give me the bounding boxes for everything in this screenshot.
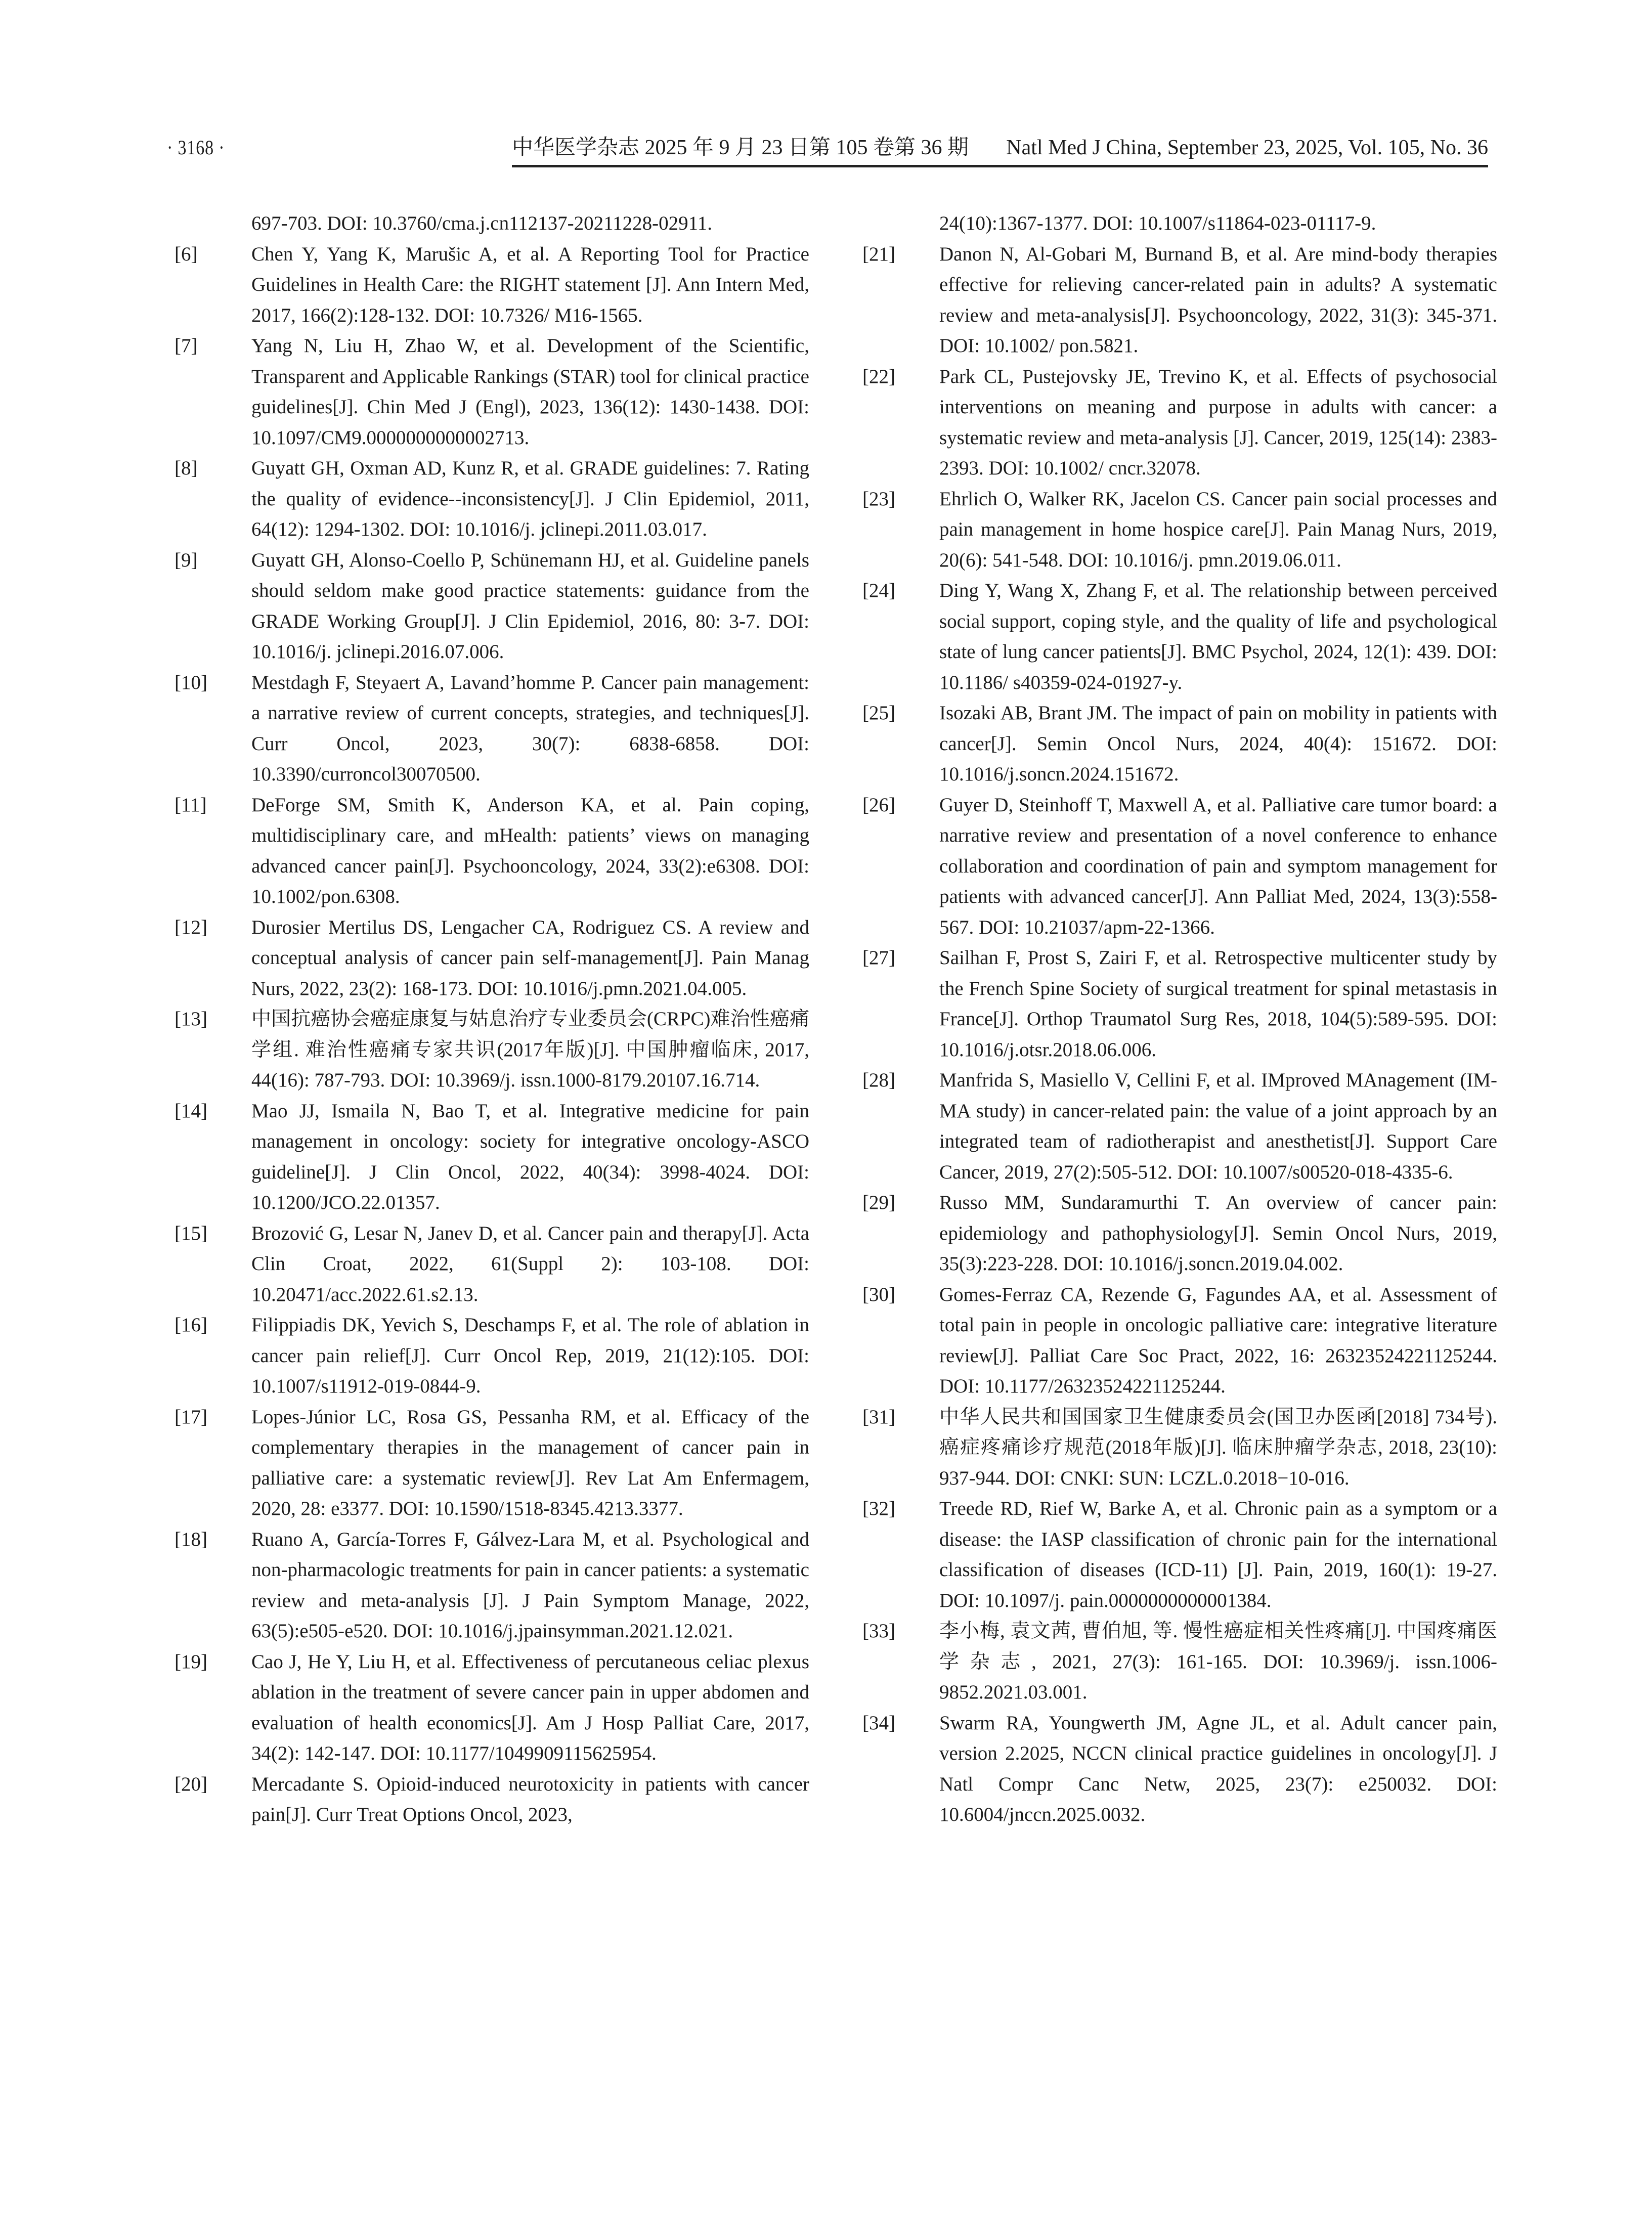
reference-item bbox=[175, 790, 809, 912]
reference-number: [31] bbox=[862, 1406, 895, 1428]
reference-number: [7] bbox=[175, 335, 198, 357]
reference-column-left bbox=[175, 208, 809, 1830]
reference-text: DeForge SM, Smith K, Anderson KA, et al. Pain coping, multidisciplinary care, and mHealth: patients’ views on managing advanced cancer pain[J]. Psychooncology, 2024, 33(2):e6308. DOI: 10.1002/pon.6308. bbox=[251, 794, 809, 907]
journal-citation-en: Natl Med J China, September 23, 2025, Vol. 105, No. 36 bbox=[1006, 136, 1488, 159]
reference-item bbox=[175, 1402, 809, 1524]
reference-number: [22] bbox=[862, 365, 895, 387]
reference-text: Russo MM, Sundaramurthi T. An overview of cancer pain: epidemiology and pathophysiology[J]. Semin Oncol Nurs, 2019, 35(3):223-228. DOI: 10.1016/j.soncn.2019.04.002. bbox=[939, 1192, 1497, 1275]
reference-number: [6] bbox=[175, 243, 198, 265]
reference-continuation bbox=[862, 208, 1497, 239]
reference-text: Mestdagh F, Steyaert A, Lavand’homme P. Cancer pain management: a narrative review of current concepts, strategies, and techniques[J]. Curr Oncol, 2023, 30(7): 6838-6858. DOI: 10.3390/curroncol30070500. bbox=[251, 671, 809, 785]
reference-number: [21] bbox=[862, 243, 895, 265]
reference-text: Guyatt GH, Alonso-Coello P, Schünemann HJ, et al. Guideline panels should seldom make good practice statements: guidance from the GRADE Working Group[J]. J Clin Epidemiol, 2016, 80: 3-7. DOI: 10.1016/j. jclinepi.2016.07.006. bbox=[251, 549, 809, 663]
reference-number: [19] bbox=[175, 1650, 207, 1673]
reference-item bbox=[862, 484, 1497, 576]
reference-text: Park CL, Pustejovsky JE, Trevino K, et al. Effects of psychosocial interventions on meaning and purpose in adults with cancer: a systematic review and meta-analysis [J]. Cancer, 2019, 125(14): 2383-2393. DOI: 10.1002/ cncr.32078. bbox=[939, 365, 1497, 479]
reference-number: [26] bbox=[862, 794, 895, 816]
reference-item bbox=[862, 576, 1497, 698]
reference-list-left bbox=[175, 239, 809, 1830]
reference-text: 中国抗癌协会癌症康复与姑息治疗专业委员会(CRPC)难治性癌痛学组. 难治性癌痛专家共识(2017年版)[J]. 中国肿瘤临床, 2017, 44(16): 787-793. DOI: 10.3969/j. issn.1000-8179.20107.16.714. bbox=[251, 1008, 809, 1091]
reference-number: [16] bbox=[175, 1314, 207, 1336]
reference-number: [11] bbox=[175, 794, 207, 816]
reference-item bbox=[862, 943, 1497, 1065]
reference-column-right bbox=[862, 208, 1497, 1830]
reference-number: [27] bbox=[862, 947, 895, 969]
reference-text: Durosier Mertilus DS, Lengacher CA, Rodriguez CS. A review and conceptual analysis of cancer pain self-management[J]. Pain Manag Nurs, 2022, 23(2): 168-173. DOI: 10.1016/j.pmn.2021.04.005. bbox=[251, 916, 809, 999]
reference-item bbox=[175, 331, 809, 453]
reference-text: Cao J, He Y, Liu H, et al. Effectiveness of percutaneous celiac plexus ablation in the treatment of severe cancer pain in upper abdomen and evaluation of health economics[J]. Am J Hosp Palliat Care, 2017, 34(2): 142-147. DOI: 10.1177/1049909115625954. bbox=[251, 1650, 809, 1764]
running-header bbox=[167, 133, 1488, 163]
journal-citation-cn: 中华医学杂志 2025 年 9 月 23 日第 105 卷第 36 期 bbox=[512, 136, 969, 159]
journal-citation-line bbox=[512, 133, 1488, 163]
reference-text: Mercadante S. Opioid-induced neurotoxicity in patients with cancer pain[J]. Curr Treat Options Oncol, 2023, bbox=[251, 1773, 809, 1825]
reference-text: Chen Y, Yang K, Marušic A, et al. A Reporting Tool for Practice Guidelines in Health Care: the RIGHT statement [J]. Ann Intern Med, 2017, 166(2):128-132. DOI: 10.7326/ M16-1565. bbox=[251, 243, 809, 326]
reference-item bbox=[862, 1402, 1497, 1494]
reference-number: [28] bbox=[862, 1069, 895, 1091]
reference-number: [17] bbox=[175, 1406, 207, 1428]
reference-text: Ehrlich O, Walker RK, Jacelon CS. Cancer pain social processes and pain management in home hospice care[J]. Pain Manag Nurs, 2019, 20(6): 541-548. DOI: 10.1016/j. pmn.2019.06.011. bbox=[939, 488, 1497, 571]
reference-text: Manfrida S, Masiello V, Cellini F, et al. IMproved MAnagement (IM-MA study) in cancer-related pain: the value of a joint approach by an integrated team of radiotherapist and anesthetist[J]. Support Care Cancer, 2019, 27(2):505-512. DOI: 10.1007/s00520-018-4335-6. bbox=[939, 1069, 1497, 1183]
reference-text: Ruano A, García-Torres F, Gálvez-Lara M, et al. Psychological and non-pharmacologic treatments for pain in cancer patients: a systematic review and meta-analysis [J]. J Pain Symptom Manage, 2022, 63(5):e505-e520. DOI: 10.1016/j.jpainsymman.2021.12.021. bbox=[251, 1528, 809, 1642]
reference-number: [29] bbox=[862, 1192, 895, 1213]
reference-item bbox=[862, 1708, 1497, 1830]
reference-text: Danon N, Al-Gobari M, Burnand B, et al. Are mind-body therapies effective for relieving cancer-related pain in adults? A systematic review and meta-analysis[J]. Psychooncology, 2022, 31(3): 345-371. DOI: 10.1002/ pon.5821. bbox=[939, 243, 1497, 357]
reference-text: 中华人民共和国国家卫生健康委员会(国卫办医函[2018] 734号). 癌症疼痛诊疗规范(2018年版)[J]. 临床肿瘤学杂志, 2018, 23(10): 937-944. DOI: CNKI: SUN: LCZL.0.2018−10-016. bbox=[939, 1406, 1497, 1489]
reference-continuation bbox=[175, 208, 809, 239]
reference-number: [10] bbox=[175, 671, 207, 693]
reference-number: [9] bbox=[175, 549, 198, 571]
reference-item bbox=[862, 1065, 1497, 1188]
reference-item bbox=[175, 453, 809, 545]
reference-item bbox=[175, 1524, 809, 1647]
reference-text: Filippiadis DK, Yevich S, Deschamps F, et al. The role of ablation in cancer pain relief[J]. Curr Oncol Rep, 2019, 21(12):105. DOI: 10.1007/s11912-019-0844-9. bbox=[251, 1314, 809, 1397]
reference-item bbox=[175, 1769, 809, 1830]
reference-item bbox=[862, 790, 1497, 943]
reference-item bbox=[175, 668, 809, 790]
reference-item bbox=[175, 1096, 809, 1218]
reference-number: [12] bbox=[175, 916, 207, 938]
reference-number: [13] bbox=[175, 1008, 207, 1030]
reference-item bbox=[862, 698, 1497, 790]
reference-item bbox=[862, 1616, 1497, 1708]
reference-text: Isozaki AB, Brant JM. The impact of pain on mobility in patients with cancer[J]. Semin Oncol Nurs, 2024, 40(4): 151672. DOI: 10.1016/j.soncn.2024.151672. bbox=[939, 702, 1497, 785]
reference-item bbox=[175, 1218, 809, 1311]
reference-item bbox=[175, 1004, 809, 1096]
reference-number: [23] bbox=[862, 488, 895, 510]
reference-text: 李小梅, 袁文茜, 曹伯旭, 等. 慢性癌症相关性疼痛[J]. 中国疼痛医学杂志, 2021, 27(3): 161-165. DOI: 10.3969/j. issn.1006-9852.2021.03.001. bbox=[939, 1620, 1497, 1703]
reference-number: [15] bbox=[175, 1222, 207, 1244]
reference-text: Guyatt GH, Oxman AD, Kunz R, et al. GRADE guidelines: 7. Rating the quality of evidence--inconsistency[J]. J Clin Epidemiol, 2011, 64(12): 1294-1302. DOI: 10.1016/j. jclinepi.2011.03.017. bbox=[251, 457, 809, 540]
reference-item bbox=[175, 1310, 809, 1402]
reference-item bbox=[862, 1494, 1497, 1616]
reference-text: Yang N, Liu H, Zhao W, et al. Development of the Scientific, Transparent and Applicable Rankings (STAR) tool for clinical practice guidelines[J]. Chin Med J (Engl), 2023, 136(12): 1430-1438. DOI: 10.1097/CM9.0000000000002713. bbox=[251, 335, 809, 449]
reference-item bbox=[175, 545, 809, 668]
reference-text: 697-703. DOI: 10.3760/cma.j.cn112137-20211228-02911. bbox=[251, 212, 712, 234]
reference-item bbox=[175, 239, 809, 331]
reference-text: Ding Y, Wang X, Zhang F, et al. The relationship between perceived social support, coping style, and the quality of life and psychological state of lung cancer patients[J]. BMC Psychol, 2024, 12(1): 439. DOI: 10.1186/ s40359-024-01927-y. bbox=[939, 580, 1497, 693]
reference-item bbox=[175, 912, 809, 1005]
reference-text: Brozović G, Lesar N, Janev D, et al. Cancer pain and therapy[J]. Acta Clin Croat, 2022, 61(Suppl 2): 103-108. DOI: 10.20471/acc.2022.61.s2.13. bbox=[251, 1222, 809, 1305]
reference-number: [33] bbox=[862, 1620, 895, 1642]
reference-text: Treede RD, Rief W, Barke A, et al. Chronic pain as a symptom or a disease: the IASP classification of chronic pain for the international classification of diseases (ICD-11) [J]. Pain, 2019, 160(1): 19-27. DOI: 10.1097/j. pain.0000000000001384. bbox=[939, 1498, 1497, 1611]
reference-item bbox=[862, 1188, 1497, 1280]
reference-item bbox=[862, 239, 1497, 362]
reference-text: Gomes-Ferraz CA, Rezende G, Fagundes AA, et al. Assessment of total pain in people in oncologic palliative care: integrative literature review[J]. Palliat Care Soc Pract, 2022, 16: 26323524221125244. DOI: 10.1177/26323524221125244. bbox=[939, 1283, 1497, 1397]
reference-text: Lopes-Júnior LC, Rosa GS, Pessanha RM, et al. Efficacy of the complementary therapies in the management of cancer pain in palliative care: a systematic review[J]. Rev Lat Am Enfermagem, 2020, 28: e3377. DOI: 10.1590/1518-8345.4213.3377. bbox=[251, 1406, 809, 1519]
reference-number: [34] bbox=[862, 1712, 895, 1734]
reference-number: [8] bbox=[175, 457, 198, 479]
header-rule bbox=[512, 165, 1488, 167]
page-number: · 3168 · bbox=[167, 136, 225, 159]
reference-text: Sailhan F, Prost S, Zairi F, et al. Retrospective multicenter study by the French Spine Society of surgical treatment for spinal metastasis in France[J]. Orthop Traumatol Surg Res, 2018, 104(5):589-595. DOI: 10.1016/j.otsr.2018.06.006. bbox=[939, 947, 1497, 1061]
reference-number: [25] bbox=[862, 702, 895, 724]
reference-text: 24(10):1367-1377. DOI: 10.1007/s11864-023-01117-9. bbox=[939, 212, 1376, 234]
reference-item bbox=[862, 1280, 1497, 1402]
reference-number: [24] bbox=[862, 580, 895, 601]
reference-number: [32] bbox=[862, 1498, 895, 1519]
reference-number: [30] bbox=[862, 1283, 895, 1305]
reference-text: Guyer D, Steinhoff T, Maxwell A, et al. Palliative care tumor board: a narrative review and presentation of a novel conference to enhance collaboration and coordination of pain and symptom management for patients with advanced cancer[J]. Ann Palliat Med, 2024, 13(3):558-567. DOI: 10.21037/apm-22-1366. bbox=[939, 794, 1497, 938]
reference-text: Swarm RA, Youngwerth JM, Agne JL, et al. Adult cancer pain, version 2.2025, NCCN clinical practice guidelines in oncology[J]. J Natl Compr Canc Netw, 2025, 23(7): e250032. DOI: 10.6004/jnccn.2025.0032. bbox=[939, 1712, 1497, 1825]
reference-text: Mao JJ, Ismaila N, Bao T, et al. Integrative medicine for pain management in oncology: society for integrative oncology-ASCO guideline[J]. J Clin Oncol, 2022, 40(34): 3998-4024. DOI: 10.1200/JCO.22.01357. bbox=[251, 1100, 809, 1213]
reference-list-right bbox=[862, 239, 1497, 1830]
reference-item bbox=[175, 1647, 809, 1769]
reference-number: [18] bbox=[175, 1528, 207, 1550]
reference-number: [14] bbox=[175, 1100, 207, 1122]
reference-item bbox=[862, 362, 1497, 484]
reference-number: [20] bbox=[175, 1773, 207, 1795]
